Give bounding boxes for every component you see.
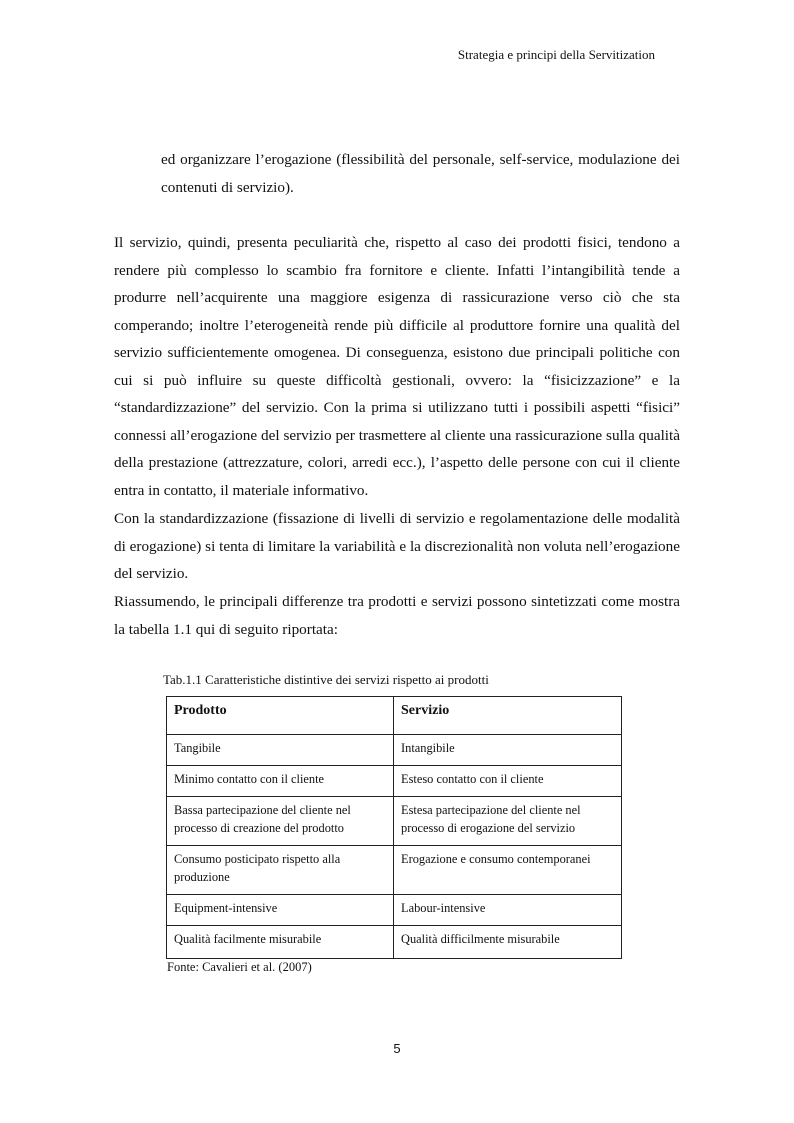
table-cell: Labour-intensive: [394, 895, 622, 926]
table-row: [167, 926, 622, 959]
table-cell: Tangibile: [167, 735, 394, 766]
table-cell: Bassa partecipazione del cliente nel processo di creazione del prodotto: [167, 797, 394, 846]
table-caption: Tab.1.1 Caratteristiche distintive dei servizi rispetto ai prodotti: [163, 672, 489, 687]
paragraph-summary: Riassumendo, le principali differenze tra prodotti e servizi possono sintetizzati come mostra la tabella 1.1 qui di seguito riportata:: [114, 593, 680, 638]
paragraph-intro-continuation: ed organizzare l’erogazione (flessibilità del personale, self-service, modulazione dei contenuti di servizio).: [161, 151, 680, 196]
table-row: [167, 735, 622, 766]
running-header: Strategia e principi della Servitization: [457, 47, 655, 62]
paragraph-standardization: Con la standardizzazione (fissazione di livelli di servizio e regolamentazione delle modalità di erogazione) si tenta di limitare la variabilità e la discrezionalità non voluta nell’erogazione del servizio.: [114, 510, 680, 582]
table-header-row: [167, 697, 622, 735]
table-cell: Consumo posticipato rispetto alla produzione: [167, 846, 394, 895]
table-cell: Minimo contatto con il cliente: [167, 766, 394, 797]
table-cell: Qualità difficilmente misurabile: [394, 926, 622, 959]
paragraph-service-peculiarities: Il servizio, quindi, presenta peculiarità che, rispetto al caso dei prodotti fisici, tendono a rendere più complesso lo scambio fra fornitore e cliente. Infatti l’intangibilità tende a produrre nell’acquirente una maggiore esigenza di rassicurazione verso ciò che sta comperando; inoltre l’eterogeneità rende più difficile al produttore fornire una qualità del servizio sufficientemente omogenea. Di conseguenza, esistono due principali politiche con cui si può influire su queste difficoltà gestionali, ovvero: la “fisicizzazione” e la “standardizzazione” del servizio. Con la prima si utilizzano tutti i possibili aspetti “fisici” connessi all’erogazione del servizio per trasmettere al cliente una rassicurazione sulla qualità della prestazione (attrezzature, colori, arredi ecc.), l’aspetto delle persone con cui il cliente entra in contatto, il materiale informativo.: [114, 234, 680, 499]
table-cell: Estesa partecipazione del cliente nel processo di erogazione del servizio: [394, 797, 622, 846]
table-row: [167, 797, 622, 846]
table-cell: Intangibile: [394, 735, 622, 766]
table-row: [167, 895, 622, 926]
table-row: [167, 766, 622, 797]
table-source: Fonte: Cavalieri et al. (2007): [167, 960, 312, 974]
header-servizio: Servizio: [394, 697, 622, 735]
table-cell: Qualità facilmente misurabile: [167, 926, 394, 959]
header-prodotto: Prodotto: [167, 697, 394, 735]
table-cell: Equipment-intensive: [167, 895, 394, 926]
table-cell: Erogazione e consumo contemporanei: [394, 846, 622, 895]
comparison-table: [166, 696, 622, 959]
table-row: [167, 846, 622, 895]
table-cell: Esteso contatto con il cliente: [394, 766, 622, 797]
page-number: 5: [393, 1041, 401, 1056]
